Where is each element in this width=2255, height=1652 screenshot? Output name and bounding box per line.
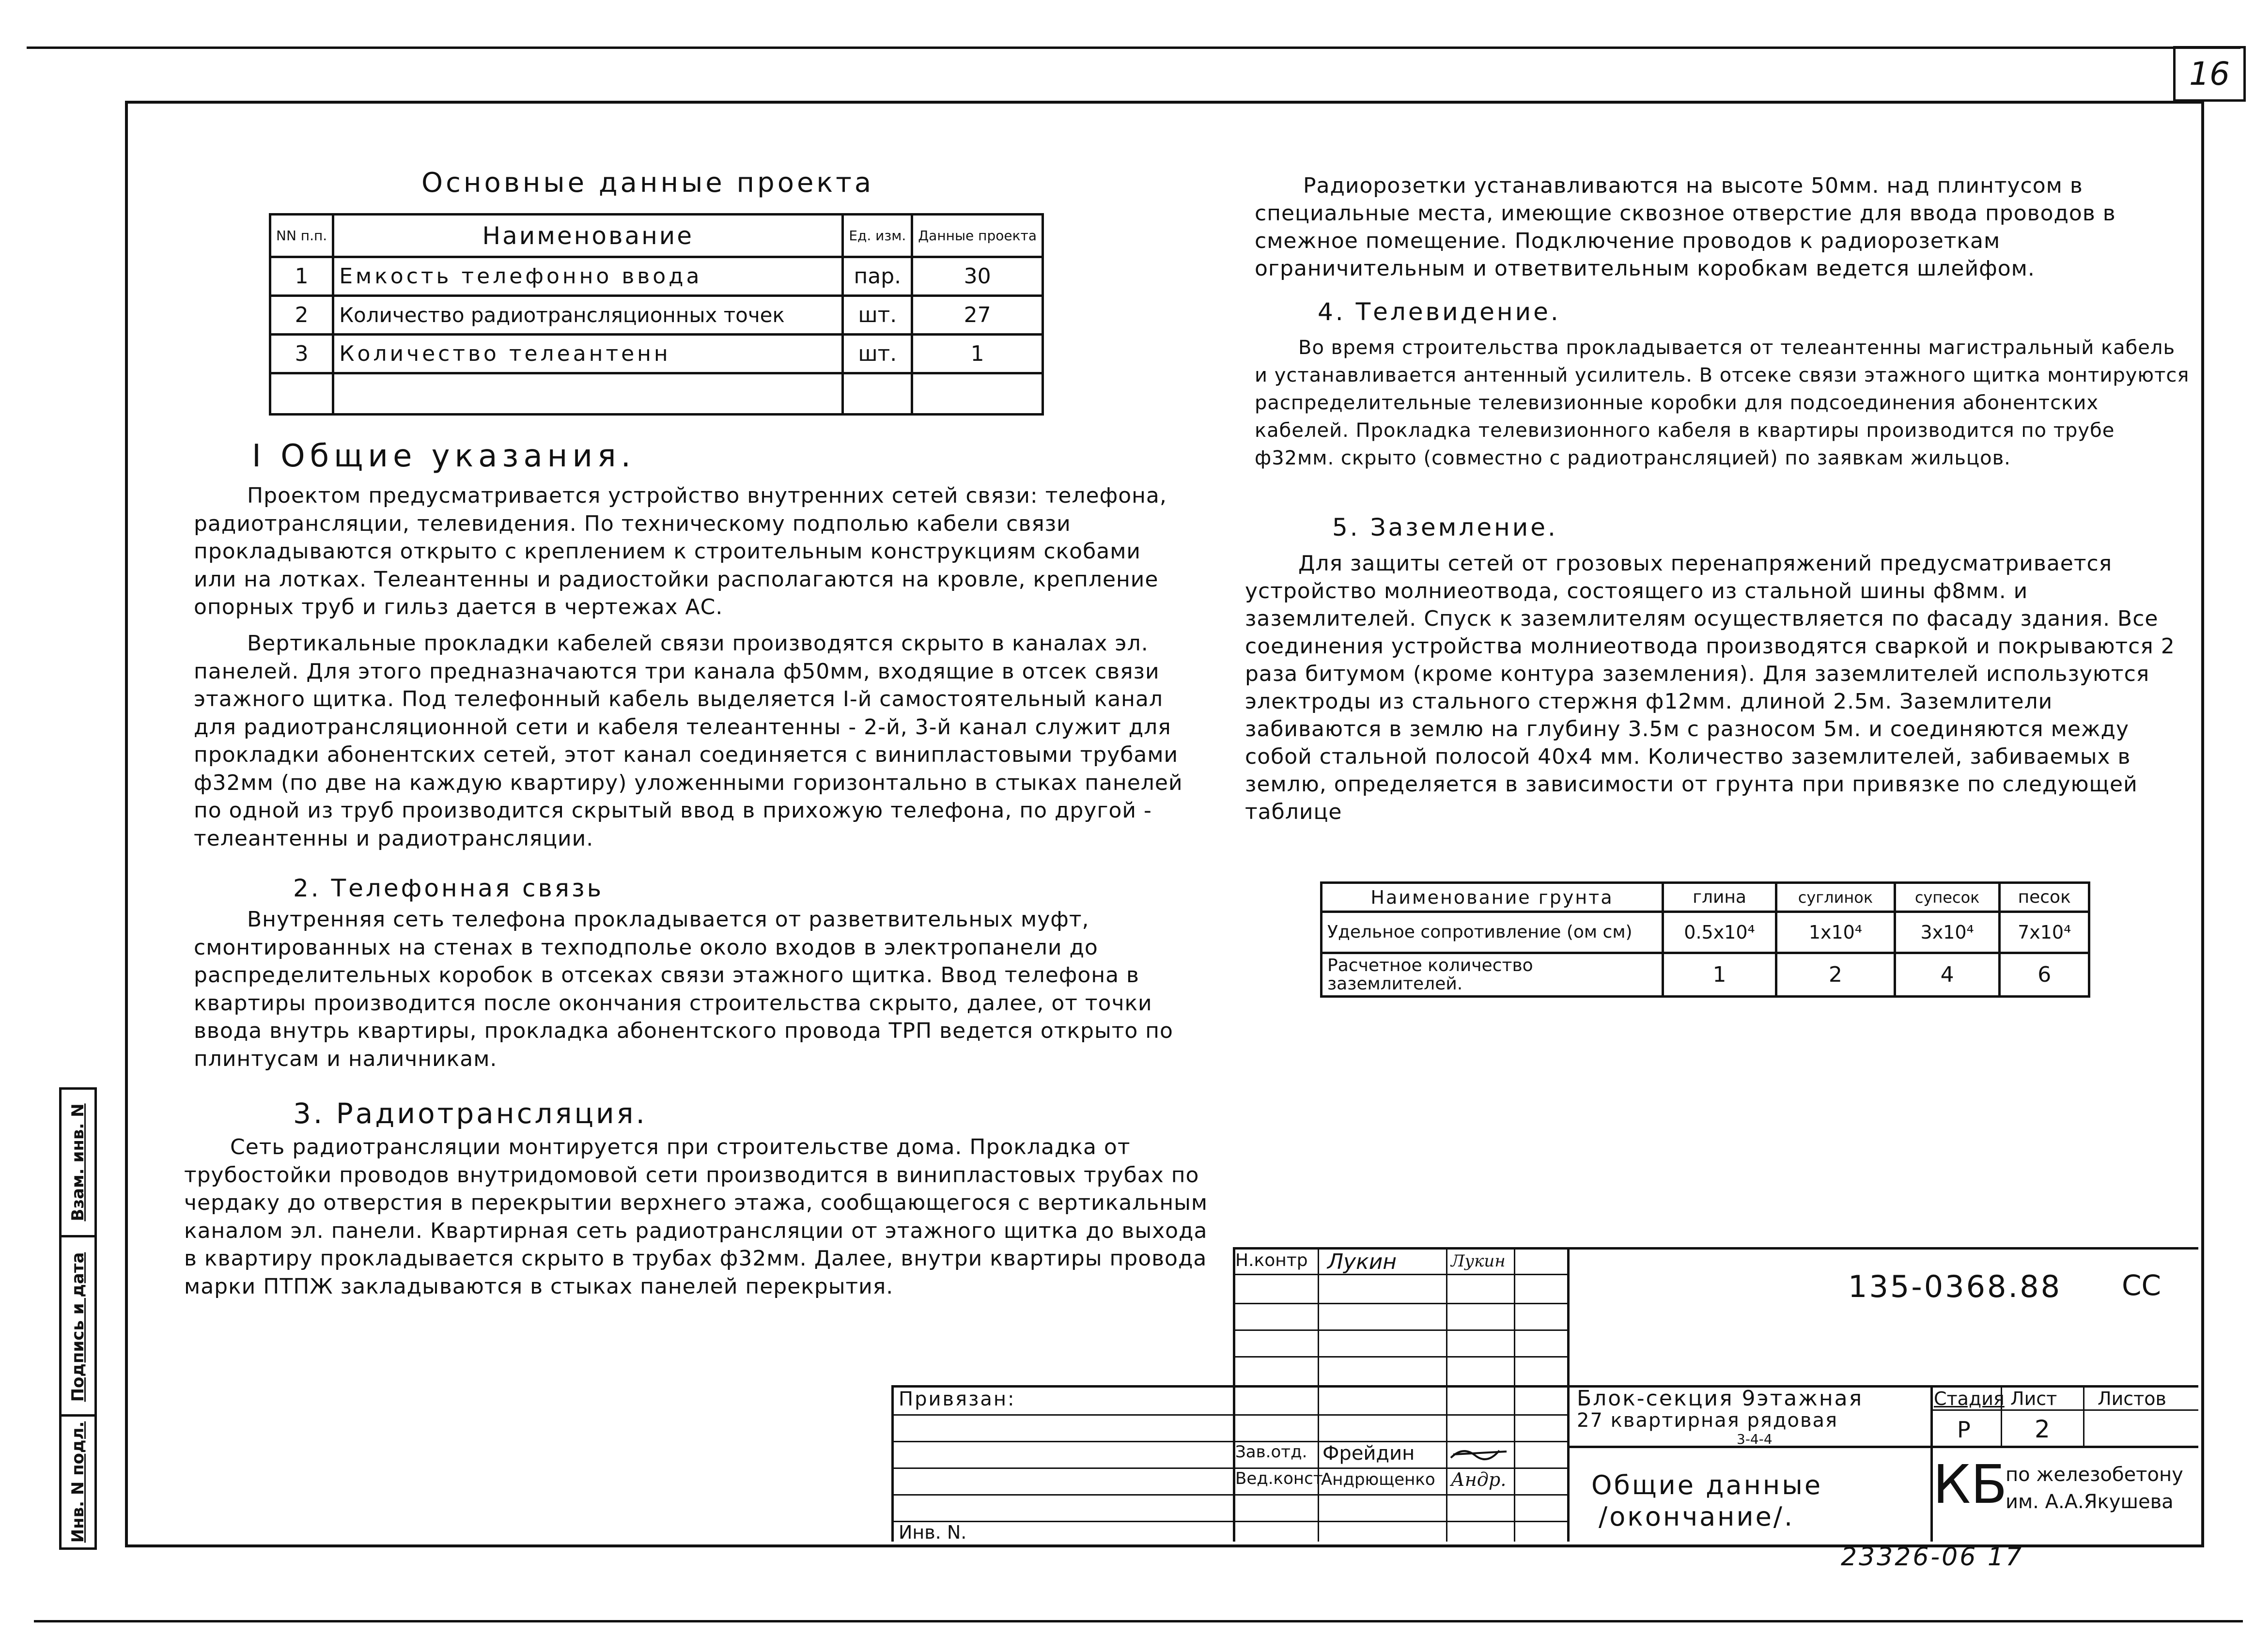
stamp-object-line1: Блок-секция 9этажная bbox=[1577, 1386, 1864, 1411]
row-no: 3 bbox=[270, 335, 333, 373]
table-row bbox=[270, 257, 1043, 296]
table-row bbox=[270, 373, 1043, 415]
soil-cell: 2 bbox=[1776, 953, 1895, 997]
soil-header-loam: суглинок bbox=[1776, 883, 1895, 912]
sidebar-cell-inv bbox=[62, 1414, 94, 1547]
stamp-line bbox=[891, 1414, 1567, 1416]
archive-number: 23326-06 17 bbox=[1841, 1543, 2024, 1572]
row-value: 1 bbox=[912, 335, 1043, 373]
bottom-rule bbox=[34, 1620, 2243, 1622]
section1-paragraph2: Вертикальные прокладки кабелей связи производятся скрыто в каналах эл. панелей. Для этого предназначаются три канала ф50мм, входящие в отсек связи этажного щитка. Под телефонный кабель выделяется I-й самостоятельный канал для радиотрансляционной сети и кабеля телеантенны - 2-й, 3-й канал служит для прокладки абонентских сетей, этот канал соединяется с винипластовыми трубами ф32мм (по две на каждую квартиру) уложенными горизонтально в стыках панелей по одной из труб производится скрытый ввод в прихожую телефона, по другой - телеантенны и радиотрансляции. bbox=[194, 631, 1183, 851]
row-no bbox=[270, 373, 333, 415]
stamp-sheets-label: Листов bbox=[2098, 1388, 2166, 1409]
stamp-n-kontr-label: Н.контр bbox=[1235, 1251, 1308, 1270]
stamp-line bbox=[1930, 1409, 2198, 1411]
row-name: Количество телеантенн bbox=[333, 335, 843, 373]
stamp-sheet-label: Лист bbox=[2010, 1388, 2057, 1409]
sidebar-label-podpis: Подпись и дата bbox=[68, 1252, 88, 1402]
soil-header-sand: песок bbox=[2000, 883, 2089, 912]
project-table-title: Основные данные проекта bbox=[421, 167, 874, 199]
row-no: 1 bbox=[270, 257, 333, 296]
stamp-n-kontr-name: Лукин bbox=[1327, 1250, 1397, 1274]
row-name bbox=[333, 373, 843, 415]
stamp-n-kontr-signature: Лукин bbox=[1451, 1251, 1506, 1271]
section5-heading: 5. Заземление. bbox=[1332, 513, 1558, 541]
soil-row-label: Удельное сопротивление (ом см) bbox=[1322, 912, 1663, 953]
section3-paragraph2: Радиорозетки устанавливаются на высоте 50мм. над плинтусом в специальные места, имеющие сквозное отверстие для ввода проводов в смежное помещение. Подключение проводов к радиорозеткам ограничительным и ответвительным коробкам ведется шлейфом. bbox=[1255, 173, 2116, 281]
row-unit: шт. bbox=[843, 296, 912, 335]
soil-header-name: Наименование грунта bbox=[1322, 883, 1663, 912]
soil-cell: 3х10⁴ bbox=[1895, 912, 1999, 953]
stamp-ved-konstr-label: Вед.конст bbox=[1235, 1469, 1323, 1488]
stamp-object-line2: 27 квартирная рядовая bbox=[1577, 1409, 1838, 1432]
row-unit: пар. bbox=[843, 257, 912, 296]
sidebar-label-inv: Инв. N подл. bbox=[68, 1421, 88, 1543]
binding-sidebar bbox=[59, 1087, 97, 1550]
soil-cell: 1х10⁴ bbox=[1776, 912, 1895, 953]
stamp-sheet-title-1: Общие данные bbox=[1591, 1470, 1823, 1500]
row-value bbox=[912, 373, 1043, 415]
soil-cell: 6 bbox=[2000, 953, 2089, 997]
section3-paragraph1: Сеть радиотрансляции монтируется при строительстве дома. Прокладка от трубостойки проводов внутридомовой сети производится в винипластовых трубах по чердаку до отверстия в перекрытии верхнего этажа, сообщающегося с вертикальным каналом эл. панели. Квартирная сеть радиотрансляции от этажного щитка до выхода в квартиру прокладывается скрыто в трубах ф32мм. Далее, внутри квартиры провода марки ПТПЖ закладываются в стыках панелей перекрытия. bbox=[184, 1135, 1208, 1299]
soil-cell: 4 bbox=[1895, 953, 1999, 997]
stamp-line bbox=[1318, 1247, 1319, 1542]
stamp-line bbox=[1233, 1356, 1567, 1358]
row-name: Количество радиотрансляционных точек bbox=[333, 296, 843, 335]
soil-table bbox=[1320, 881, 2090, 998]
stamp-org-line2: им. А.А.Якушева bbox=[2006, 1491, 2174, 1513]
section1-heading: I Общие указания. bbox=[252, 438, 636, 474]
stamp-line bbox=[1233, 1303, 1567, 1304]
row-value: 27 bbox=[912, 296, 1043, 335]
section2-paragraph1: Внутренняя сеть телефона прокладывается от разветвительных муфт, смонтированных на стенах в техподполье около входов в электропанели до распределительных коробок в отсеках связи этажного щитка. Ввод телефона в квартиры производится после окончания строительства скрыто, далее, от точки ввода внутрь квартиры, прокладка абонентского провода ТРП ведется открыто по плинтусам и наличникам. bbox=[194, 907, 1173, 1071]
table-row bbox=[1322, 953, 2089, 997]
stamp-line bbox=[1514, 1247, 1515, 1542]
stamp-privyazan: Привязан: bbox=[899, 1388, 1016, 1410]
sidebar-cell-vzam bbox=[62, 1090, 94, 1235]
header-no: NN п.п. bbox=[270, 215, 333, 257]
stamp-line bbox=[891, 1385, 894, 1542]
soil-cell: 0.5х10⁴ bbox=[1663, 912, 1776, 953]
section4-heading: 4. Телевидение. bbox=[1318, 298, 1561, 326]
stamp-sheet-value: 2 bbox=[2035, 1415, 2050, 1443]
stamp-line bbox=[1567, 1247, 1570, 1542]
header-unit: Ед. изм. bbox=[843, 215, 912, 257]
section5-paragraph1: Для защиты сетей от грозовых перенапряжений предусматривается устройство молниеотвода, состоящего из стальной шины ф8мм. и заземлителей. Спуск к заземлителям осуществляется по фасаду здания. Все соединения устройства молниеотвода производятся сваркой и покрываются 2 раза битумом (кроме контура заземления). Для заземлителей используются электроды из стального стержня ф12мм. длиной 2.5м. Заземлители забиваются в землю на глубину 3.5м с разносом 5м. и соединяются между собой стальной полосой 40х4 мм. Количество заземлителей, забиваемых в землю, определяется в зависимости от грунта при привязке по следующей таблице bbox=[1245, 551, 2175, 824]
section3-heading: 3. Радиотрансляция. bbox=[293, 1097, 647, 1130]
soil-header-sandy-loam: супесок bbox=[1895, 883, 1999, 912]
stamp-sheet-title-2: /окончание/. bbox=[1599, 1501, 1795, 1532]
stamp-ved-konstr-signature: Андр. bbox=[1451, 1469, 1507, 1490]
sidebar-cell-podpis bbox=[62, 1235, 94, 1417]
table-row bbox=[1322, 912, 2089, 953]
stamp-line bbox=[2083, 1385, 2084, 1446]
stamp-zav-otd-label: Зав.отд. bbox=[1235, 1442, 1307, 1462]
row-unit: шт. bbox=[843, 335, 912, 373]
stamp-line bbox=[1233, 1329, 1567, 1331]
stamp-org-line1: по железобетону bbox=[2006, 1464, 2183, 1486]
stamp-line bbox=[1233, 1274, 1567, 1275]
stamp-zav-otd-name: Фрейдин bbox=[1322, 1442, 1415, 1465]
stamp-org-mark: КБ bbox=[1933, 1453, 2007, 1515]
stamp-line bbox=[891, 1494, 1567, 1496]
row-unit bbox=[843, 373, 912, 415]
top-rule bbox=[27, 46, 2240, 49]
table-row bbox=[270, 296, 1043, 335]
soil-cell: 1 bbox=[1663, 953, 1776, 997]
stamp-line bbox=[1446, 1247, 1447, 1542]
header-value: Данные проекта bbox=[912, 215, 1043, 257]
stamp-stage-label: Стадия bbox=[1934, 1388, 2005, 1409]
zav-otd-signature bbox=[1448, 1441, 1511, 1465]
table-row bbox=[270, 335, 1043, 373]
section1-paragraph1: Проектом предусматривается устройство внутренних сетей связи: телефона, радиотрансляции, телевидения. По техническому подполью кабели связи прокладываются открыто с креплением к строительным конструкциям скобами или на лотках. Телеантенны и радиостойки располагаются на кровле, крепление опорных труб и гильз дается в чертежах АС. bbox=[194, 483, 1167, 619]
stamp-doc-code: 135-0368.88 bbox=[1848, 1269, 2062, 1304]
stamp-ved-konstr-name: Андрющенко bbox=[1321, 1470, 1435, 1489]
stamp-line bbox=[1567, 1446, 2198, 1448]
stamp-inv-n: Инв. N. bbox=[899, 1522, 967, 1543]
page-number: 16 bbox=[2173, 46, 2246, 102]
stamp-object-line3: 3-4-4 bbox=[1737, 1431, 1773, 1447]
row-no: 2 bbox=[270, 296, 333, 335]
soil-header-clay: глина bbox=[1663, 883, 1776, 912]
stamp-stage-value: Р bbox=[1957, 1417, 1971, 1443]
stamp-line bbox=[891, 1521, 1567, 1522]
row-value: 30 bbox=[912, 257, 1043, 296]
soil-row-label: Расчетное количество заземлителей. bbox=[1322, 953, 1663, 997]
sidebar-label-vzam: Взам. инв. N bbox=[68, 1103, 88, 1221]
project-data-table bbox=[269, 213, 1044, 416]
section2-heading: 2. Телефонная связь bbox=[293, 874, 604, 902]
soil-cell: 7х10⁴ bbox=[2000, 912, 2089, 953]
header-name: Наименование bbox=[333, 215, 843, 257]
stamp-doc-suffix: СС bbox=[2122, 1269, 2161, 1302]
stamp-line bbox=[1233, 1247, 1235, 1542]
stamp-line bbox=[891, 1385, 2198, 1388]
section4-paragraph1: Во время строительства прокладывается от телеантенны магистральный кабель и устанавливается антенный усилитель. В отсеке связи этажного щитка монтируются распределительные телевизионные коробки для подсоединения абонентских кабелей. Прокладка телевизионного кабеля в квартиры производится по трубе ф32мм. скрыто (совместно с радиотрансляцией) по заявкам жильцов. bbox=[1255, 337, 2190, 469]
row-name: Емкость телефонно ввода bbox=[333, 257, 843, 296]
